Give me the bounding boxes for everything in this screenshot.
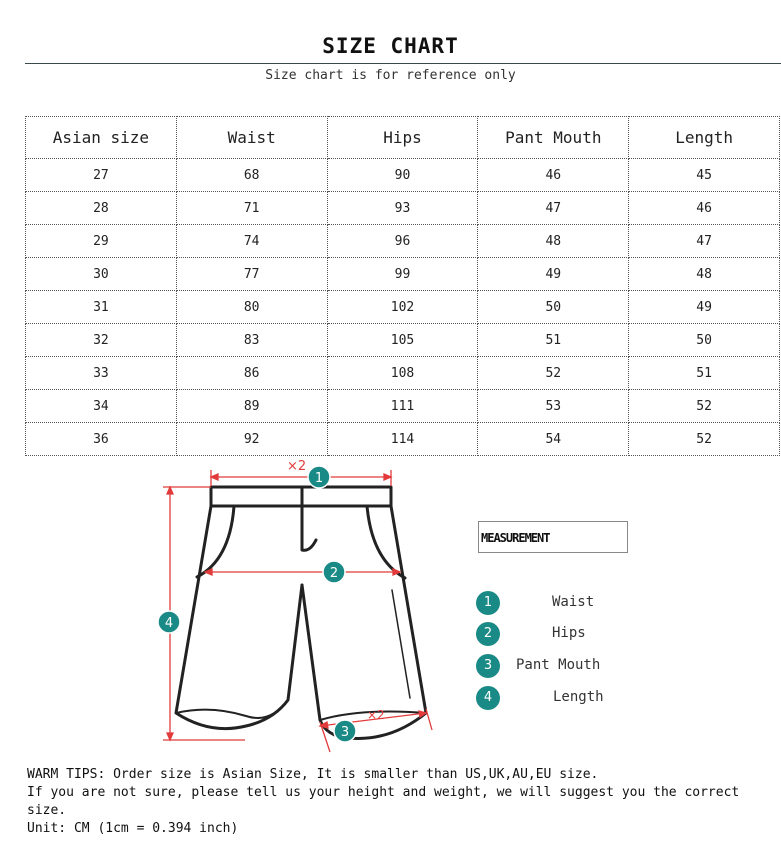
table-header-row xyxy=(26,117,780,159)
table-cell: 49 xyxy=(629,291,780,324)
table-row xyxy=(26,192,780,225)
table-cell: 34 xyxy=(26,390,177,423)
table-cell: 108 xyxy=(327,357,478,390)
table-cell: 96 xyxy=(327,225,478,258)
table-cell: 99 xyxy=(327,258,478,291)
table-cell: 47 xyxy=(478,192,629,225)
table-cell: 111 xyxy=(327,390,478,423)
table-cell: 102 xyxy=(327,291,478,324)
tips-line-3: Unit: CM (1cm = 0.394 inch) xyxy=(27,821,239,836)
title-divider xyxy=(25,63,781,64)
table-row xyxy=(26,225,780,258)
table-cell: 50 xyxy=(629,324,780,357)
column-header-asian-size: Asian size xyxy=(26,117,177,159)
table-cell: 31 xyxy=(26,291,177,324)
table-cell: 93 xyxy=(327,192,478,225)
table-cell: 83 xyxy=(176,324,327,357)
svg-text:4: 4 xyxy=(164,616,174,631)
page-title: SIZE CHART xyxy=(322,34,459,58)
diagram-marker-4 xyxy=(158,611,180,633)
tips-line-2: If you are not sure, please tell us your height and weight, we will suggest you the correct size. xyxy=(27,785,740,818)
table-cell: 80 xyxy=(176,291,327,324)
left-hem-curve xyxy=(176,700,288,718)
table-cell: 71 xyxy=(176,192,327,225)
svg-text:1: 1 xyxy=(314,471,324,486)
table-cell: 48 xyxy=(478,225,629,258)
diagram-marker-1 xyxy=(308,466,330,488)
warm-tips xyxy=(27,766,772,838)
number-4-icon: 4 xyxy=(476,686,500,710)
legend-item-length xyxy=(476,686,636,710)
table-cell: 33 xyxy=(26,357,177,390)
legend-label-hips: Hips xyxy=(552,625,586,641)
fly xyxy=(302,487,316,550)
number-2-icon: 2 xyxy=(476,622,500,646)
table-row xyxy=(26,159,780,192)
table-cell: 49 xyxy=(478,258,629,291)
table-cell: 48 xyxy=(629,258,780,291)
table-cell: 46 xyxy=(629,192,780,225)
table-cell: 52 xyxy=(629,390,780,423)
legend-label-length: Length xyxy=(553,689,604,705)
shorts-outline xyxy=(176,487,426,738)
table-cell: 45 xyxy=(629,159,780,192)
number-3-icon: 3 xyxy=(476,654,500,678)
table-body xyxy=(26,159,780,456)
table-cell: 53 xyxy=(478,390,629,423)
table-cell: 52 xyxy=(478,357,629,390)
table-cell: 32 xyxy=(26,324,177,357)
table-cell: 30 xyxy=(26,258,177,291)
table-row xyxy=(26,258,780,291)
legend-item-pant-mouth xyxy=(476,654,636,678)
legend-label-pant-mouth: Pant Mouth xyxy=(516,657,601,673)
table-cell: 28 xyxy=(26,192,177,225)
table-cell: 90 xyxy=(327,159,478,192)
pant-mouth-x2-label: ×2 xyxy=(367,708,385,722)
right-pocket xyxy=(367,506,405,578)
table-cell: 86 xyxy=(176,357,327,390)
table-cell: 27 xyxy=(26,159,177,192)
table-cell: 51 xyxy=(478,324,629,357)
table-row xyxy=(26,423,780,456)
diagram-marker-2 xyxy=(323,561,345,583)
legend-item-hips xyxy=(476,622,636,646)
table-cell: 47 xyxy=(629,225,780,258)
diagram-marker-3 xyxy=(334,720,356,742)
size-table xyxy=(25,116,780,456)
column-header-length: Length xyxy=(629,117,780,159)
table-row xyxy=(26,291,780,324)
legend-item-waist xyxy=(476,591,636,615)
table-cell: 50 xyxy=(478,291,629,324)
left-pocket xyxy=(197,506,234,577)
legend-label-waist: Waist xyxy=(552,594,595,610)
table-cell: 74 xyxy=(176,225,327,258)
table-cell: 68 xyxy=(176,159,327,192)
table-cell: 52 xyxy=(629,423,780,456)
table-cell: 92 xyxy=(176,423,327,456)
table-cell: 105 xyxy=(327,324,478,357)
left-leg-outline xyxy=(176,506,302,729)
legend-heading: MEASUREMENT xyxy=(478,521,628,553)
table-cell: 114 xyxy=(327,423,478,456)
table-cell: 89 xyxy=(176,390,327,423)
table-row xyxy=(26,324,780,357)
table-cell: 54 xyxy=(478,423,629,456)
table-row xyxy=(26,390,780,423)
table-row xyxy=(26,357,780,390)
table-cell: 29 xyxy=(26,225,177,258)
column-header-hips: Hips xyxy=(327,117,478,159)
table-cell: 46 xyxy=(478,159,629,192)
shorts-measurement-diagram xyxy=(0,455,781,755)
table-cell: 51 xyxy=(629,357,780,390)
right-leg-outline xyxy=(302,506,426,738)
tips-line-1: WARM TIPS: Order size is Asian Size, It is smaller than US,UK,AU,EU size. xyxy=(27,767,599,782)
table-cell: 36 xyxy=(26,423,177,456)
svg-text:3: 3 xyxy=(340,725,350,740)
waist-x2-label: ×2 xyxy=(287,459,307,474)
table-cell: 77 xyxy=(176,258,327,291)
svg-text:2: 2 xyxy=(329,566,339,581)
column-header-pant-mouth: Pant Mouth xyxy=(478,117,629,159)
column-header-waist: Waist xyxy=(176,117,327,159)
page-subtitle: Size chart is for reference only xyxy=(265,68,516,83)
number-1-icon: 1 xyxy=(476,591,500,615)
